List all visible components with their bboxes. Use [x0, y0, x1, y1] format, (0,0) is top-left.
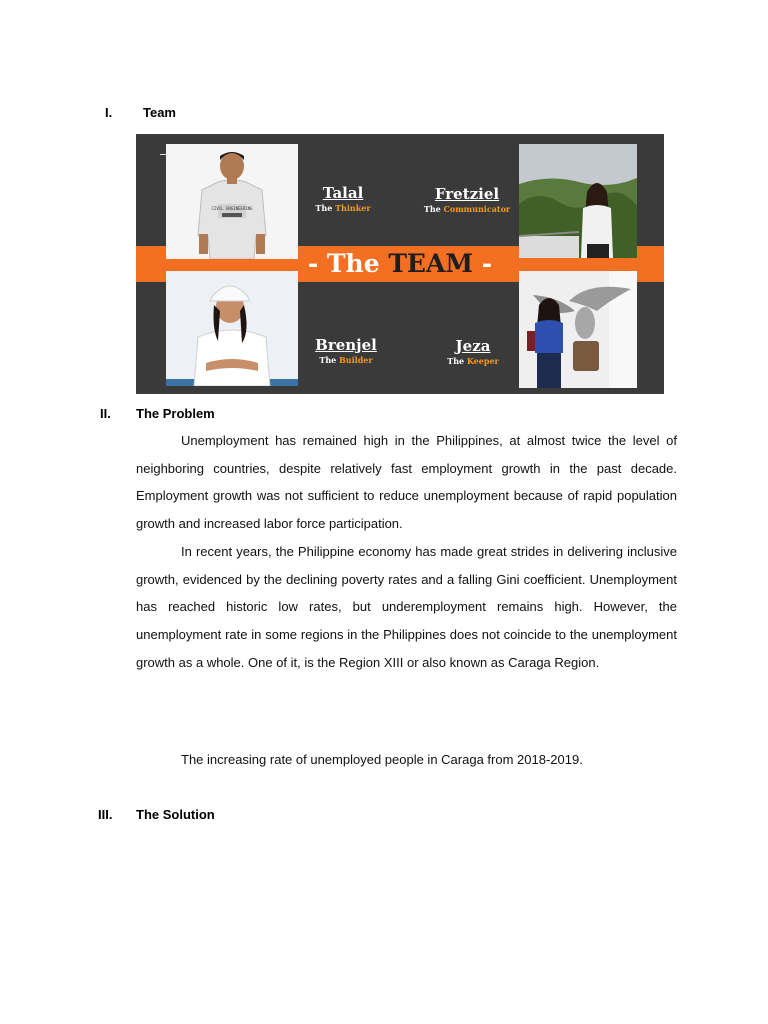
member-name: Fretziel	[434, 185, 500, 203]
portrait-image	[519, 271, 637, 388]
portrait-image	[166, 271, 298, 386]
member-jeza	[436, 337, 510, 366]
member-name: Jeza	[455, 337, 491, 355]
member-talal	[308, 184, 378, 213]
member-role: The Thinker	[315, 203, 371, 213]
member-name: Brenjel	[315, 336, 377, 354]
member-name: Talal	[322, 184, 364, 202]
portrait-image	[519, 144, 637, 258]
banner-title: - The TEAM -	[307, 249, 493, 278]
section-number: I.	[105, 105, 113, 120]
team-banner	[136, 134, 664, 394]
section-number: III.	[98, 807, 113, 822]
section-title: Team	[143, 105, 176, 120]
member-fretziel	[418, 185, 516, 214]
member-role: The Builder	[319, 355, 373, 365]
section-title: The Problem	[136, 406, 215, 421]
photo-fretziel	[519, 144, 637, 258]
member-brenjel	[306, 336, 386, 365]
section-number: II.	[100, 406, 111, 421]
member-role: The Keeper	[447, 356, 499, 366]
svg-text:CIVIL ENGINEERING: CIVIL ENGINEERING	[211, 206, 253, 211]
photo-brenjel	[166, 271, 298, 386]
section-title: The Solution	[136, 807, 215, 822]
problem-paragraph-2: In recent years, the Philippine economy has made great strides in delivering inclusive growth, evidenced by the declining poverty rates and a falling Gini coefficient. Unemployment has reached historic low rates, but underemployment remains high. However, the unemployment rate in some regions in the Philippines does not coincide to the unemployment growth as a whole. One of it, is the Region XIII or also known as Caraga Region.	[136, 544, 677, 670]
photo-jeza	[519, 271, 637, 388]
problem-paragraph-1: Unemployment has remained high in the Philippines, at almost twice the level of neighboring countries, despite relatively fast employment growth in the past decade. Employment growth was not sufficient to reduce unemployment because of rapid population growth and increased labor force participation.	[136, 433, 677, 532]
portrait-image	[166, 144, 298, 259]
photo-talal	[166, 144, 298, 259]
member-role: The Communicator	[423, 204, 511, 214]
chart-caption: The increasing rate of unemployed people in Caraga from 2018-2019.	[181, 752, 583, 767]
